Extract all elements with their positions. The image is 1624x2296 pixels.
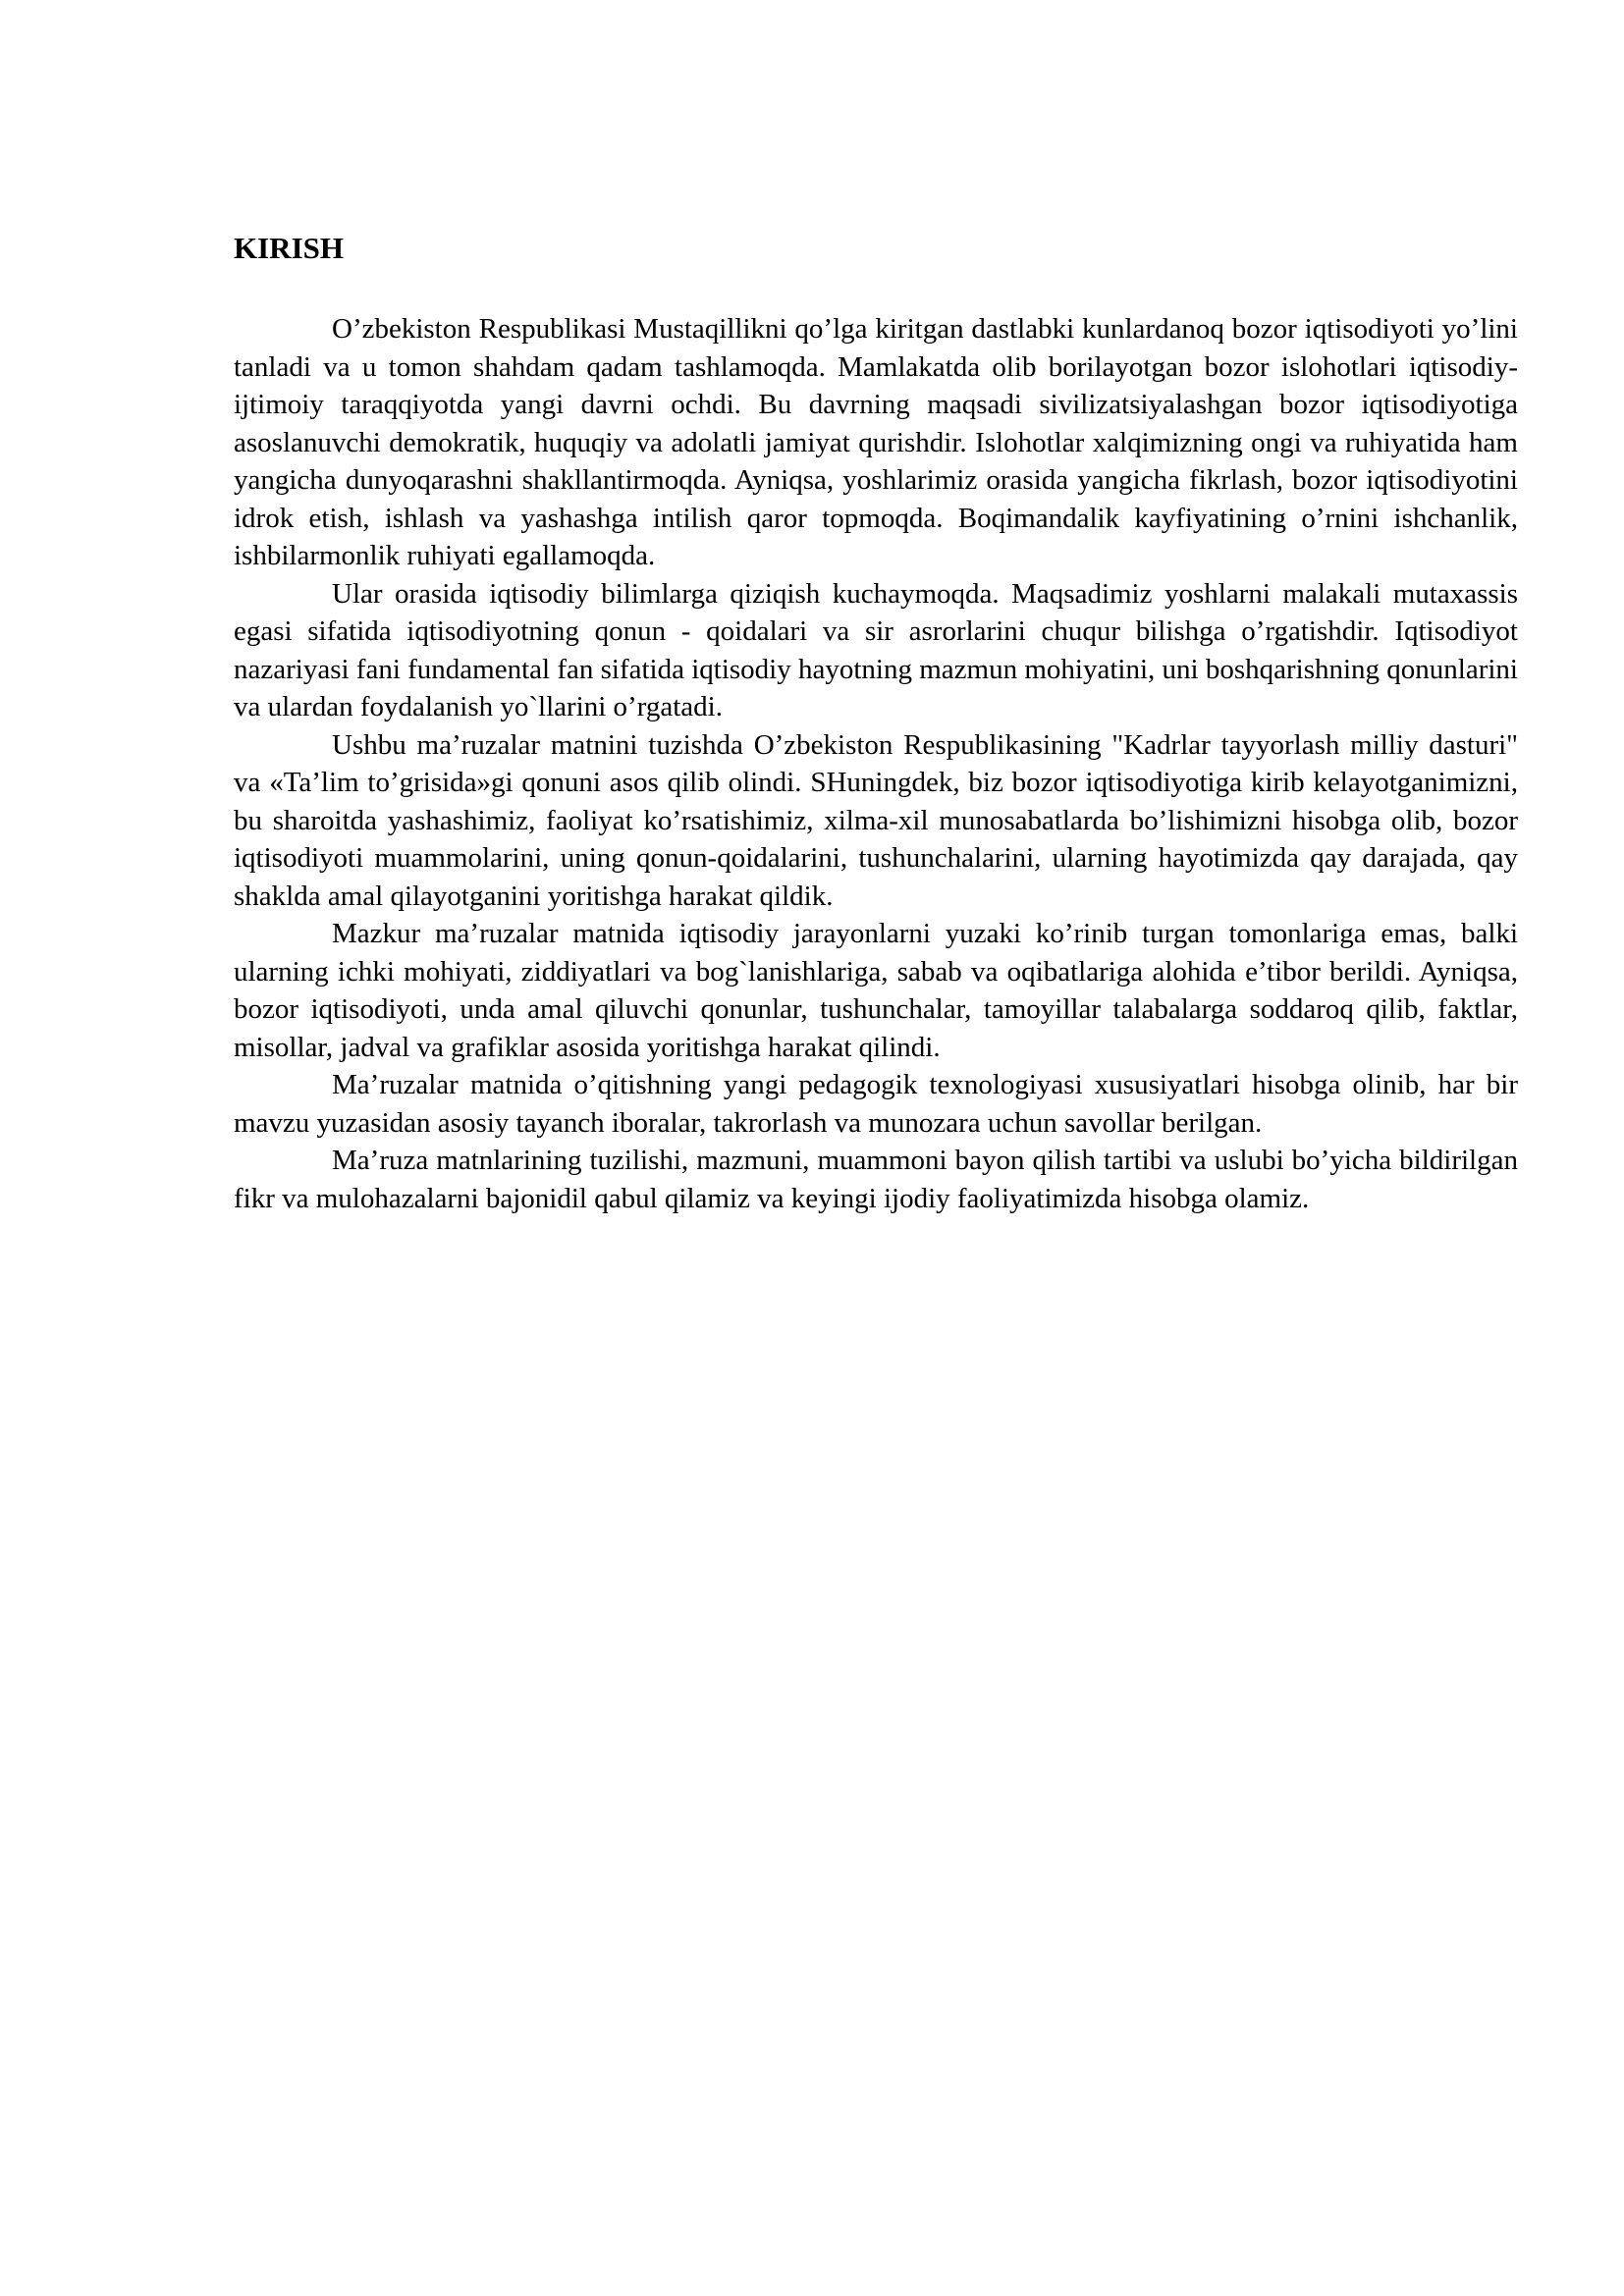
paragraph-pedagogy: Ma’ruzalar matnida o’qitishning yangi pedagogik texnologiyasi xususiyatlari hisobga olinib, har bir mavzu yuzasidan asosiy tayanch iboralar, takrorlash va munozara uchun savollar berilgan. (234, 1069, 1518, 1139)
paragraph-goal: Ular orasida iqtisodiy bilimlarga qiziqish kuchaymoqda. Maqsadimiz yoshlarni malakali mutaxassis egasi sifatida iqtisodiyotning qonun - qoidalari va sir asrorlarini chuqur bilishga o’rgatishdir. Iqtisodiyot nazariyasi fani fundamental fan sifatida iqtisodiy hayotning mazmun mohiyatini, uni boshqarishning qonunlarini va ulardan foydalanish yo`llarini o’rgatadi. (234, 577, 1518, 722)
paragraph-intro: O’zbekiston Respublikasi Mustaqillikni qo’lga kiritgan dastlabki kunlardanoq bozor iqtisodiyoti yo’lini tanladi va u tomon shahdam qadam tashlamoqda. Mamlakatda olib borilayotgan bozor islohotlari iqtisodiy-ijtimoiy taraqqiyotda yangi davrni ochdi. Bu davrning maqsadi sivilizatsiyalashgan bozor iqtisodiyotiga asoslanuvchi demokratik, huquqiy va adolatli jamiyat qurishdir. Islohotlar xalqimizning ongi va ruhiyatida ham yangicha dunyoqarashni shakllantirmoqda. Ayniqsa, yoshlarimiz orasida yangicha fikrlash, bozor iqtisodiyotini idrok etish, ishlash va yashashga intilish qaror topmoqda. Boqimandalik kayfiyatining o’rnini ishchanlik, ishbilarmonlik ruhiyati egallamoqda. (234, 313, 1518, 571)
paragraph-approach: Mazkur ma’ruzalar matnida iqtisodiy jarayonlarni yuzaki ko’rinib turgan tomonlariga emas, balki ularning ichki mohiyati, ziddiyatlari va bog`lanishlariga, sabab va oqibatlariga alohida e’tibor berildi. Ayniqsa, bozor iqtisodiyoti, unda amal qiluvchi qonunlar, tushunchalar, tamoyillar talabalarga soddaroq qilib, faktlar, misollar, jadval va grafiklar asosida yoritishga harakat qilindi. (234, 918, 1518, 1063)
section-heading: KIRISH (234, 231, 344, 265)
paragraph-closing: Ma’ruza matnlarining tuzilishi, mazmuni, muammoni bayon qilish tartibi va uslubi bo’yicha bildirilgan fikr va mulohazalarni bajonidil qabul qilamiz va keyingi ijodiy faoliyatimizda hisobga olamiz. (234, 1145, 1518, 1214)
paragraph-basis: Ushbu ma’ruzalar matnini tuzishda O’zbekiston Respublikasining "Kadrlar tayyorlash milliy dasturi" va «Ta’lim to’grisida»gi qonuni asos qilib olindi. SHuningdek, biz bozor iqtisodiyotiga kirib kelayotganimizni, bu sharoitda yashashimiz, faoliyat ko’rsatishimiz, xilma-xil munosabatlarda bo’lishimizni hisobga olib, bozor iqtisodiyoti muammolarini, uning qonun-qoidalarini, tushunchalarini, ularning hayotimizda qay darajada, qay shaklda amal qilayotganini yoritishga harakat qildik. (234, 728, 1518, 912)
document-body (234, 228, 1518, 1217)
